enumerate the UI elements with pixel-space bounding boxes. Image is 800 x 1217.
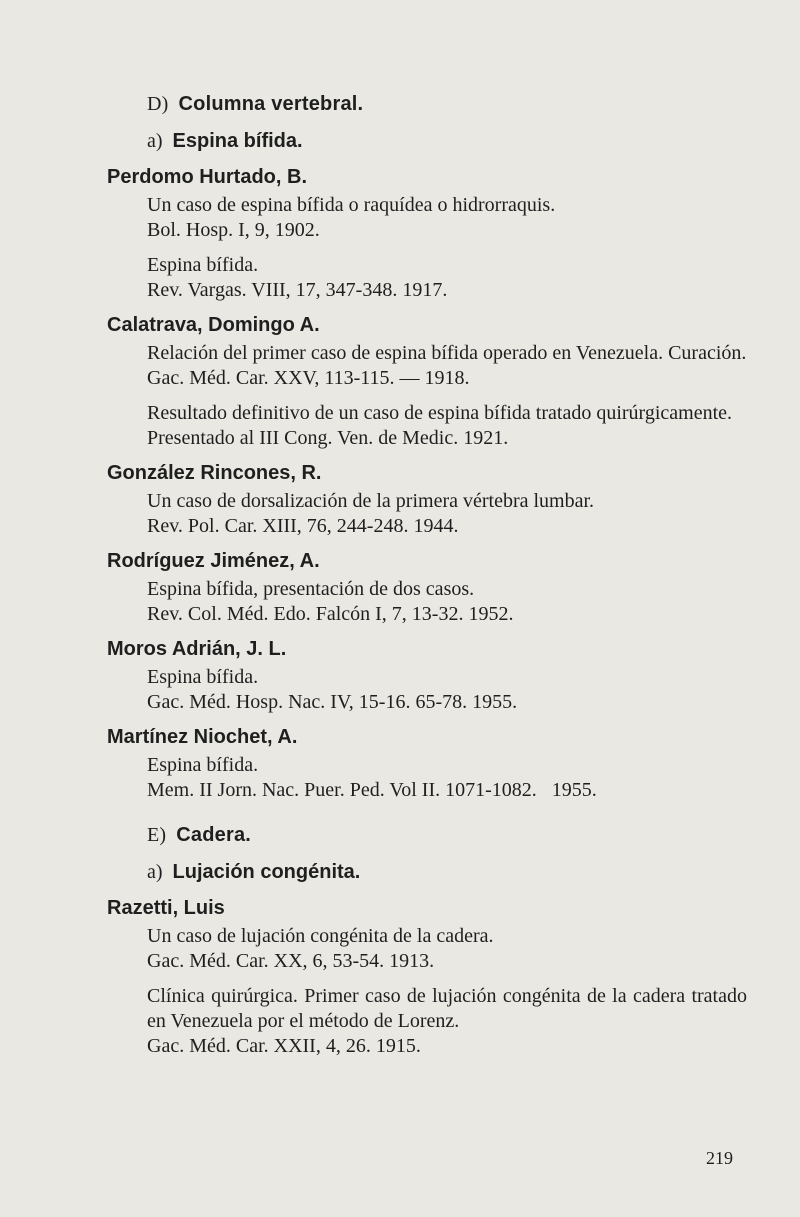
author-name: Perdomo Hurtado, B. <box>107 166 308 188</box>
work-source: Gac. Méd. Car. XX, 6, 53-54. 1913. <box>147 950 435 972</box>
bibliography-entry <box>147 753 747 803</box>
page-number: 219 <box>706 1148 733 1168</box>
author-name: Rodríguez Jiménez, A. <box>107 550 320 572</box>
author-name: Martínez Niochet, A. <box>107 726 298 748</box>
work-title: Un caso de lujación congénita de la cadera. <box>147 925 494 947</box>
bibliography-content <box>107 90 747 1059</box>
subsection-mark: a) <box>147 861 163 883</box>
work-title: Clínica quirúrgica. Primer caso de lujación congénita de la cadera tratado en Venezuela por el método de Lorenz. <box>147 985 747 1032</box>
subsection-heading-e-a <box>147 858 747 886</box>
work-title: Un caso de espina bífida o raquídea o hidrorraquis. <box>147 194 556 216</box>
subsection-heading-d-a <box>147 127 747 155</box>
bibliography-entry <box>147 984 747 1059</box>
work-title: Relación del primer caso de espina bífida operado en Venezuela. Curación. <box>147 342 747 364</box>
bibliography-entry <box>147 577 747 627</box>
work-title: Espina bífida, presentación de dos casos. <box>147 578 475 600</box>
bibliography-entry <box>147 665 747 715</box>
bibliography-entry <box>147 924 747 974</box>
section-heading-d <box>147 90 747 118</box>
subsection-title: Espina bífida. <box>172 130 303 152</box>
bibliography-entry <box>147 401 747 451</box>
section-title: Cadera. <box>176 824 252 846</box>
section-title: Columna vertebral. <box>178 93 364 115</box>
subsection-title: Lujación congénita. <box>172 861 361 883</box>
work-title: Espina bífida. <box>147 666 259 688</box>
section-mark: D) <box>147 93 169 115</box>
bibliography-entry <box>147 253 747 303</box>
work-source: Gac. Méd. Hosp. Nac. IV, 15-16. 65-78. 1955. <box>147 691 518 713</box>
work-title: Resultado definitivo de un caso de espina bífida tratado quirúrgicamente. <box>147 402 733 424</box>
section-mark: E) <box>147 824 167 846</box>
work-title: Espina bífida. <box>147 254 259 276</box>
author-name: Moros Adrián, J. L. <box>107 638 287 660</box>
work-source: Presentado al III Cong. Ven. de Medic. 1921. <box>147 427 509 449</box>
author-name: González Rincones, R. <box>107 462 322 484</box>
work-source: Bol. Hosp. I, 9, 1902. <box>147 219 320 241</box>
work-title: Un caso de dorsalización de la primera vértebra lumbar. <box>147 490 595 512</box>
bibliography-entry <box>147 341 747 391</box>
work-title: Espina bífida. <box>147 754 259 776</box>
author-name: Calatrava, Domingo A. <box>107 314 320 336</box>
work-source: Rev. Pol. Car. XIII, 76, 244-248. 1944. <box>147 515 459 537</box>
subsection-mark: a) <box>147 130 163 152</box>
bibliography-entry <box>147 193 747 243</box>
work-source: Gac. Méd. Car. XXV, 113-115. — 1918. <box>147 367 470 389</box>
work-source: Rev. Vargas. VIII, 17, 347-348. 1917. <box>147 279 448 301</box>
work-source: Gac. Méd. Car. XXII, 4, 26. 1915. <box>147 1035 421 1057</box>
section-heading-e <box>147 821 747 849</box>
work-source: Mem. II Jorn. Nac. Puer. Ped. Vol II. 1071-1082. 1955. <box>147 779 597 801</box>
author-name: Razetti, Luis <box>107 897 225 919</box>
work-source: Rev. Col. Méd. Edo. Falcón I, 7, 13-32. 1952. <box>147 603 514 625</box>
bibliography-entry <box>147 489 747 539</box>
